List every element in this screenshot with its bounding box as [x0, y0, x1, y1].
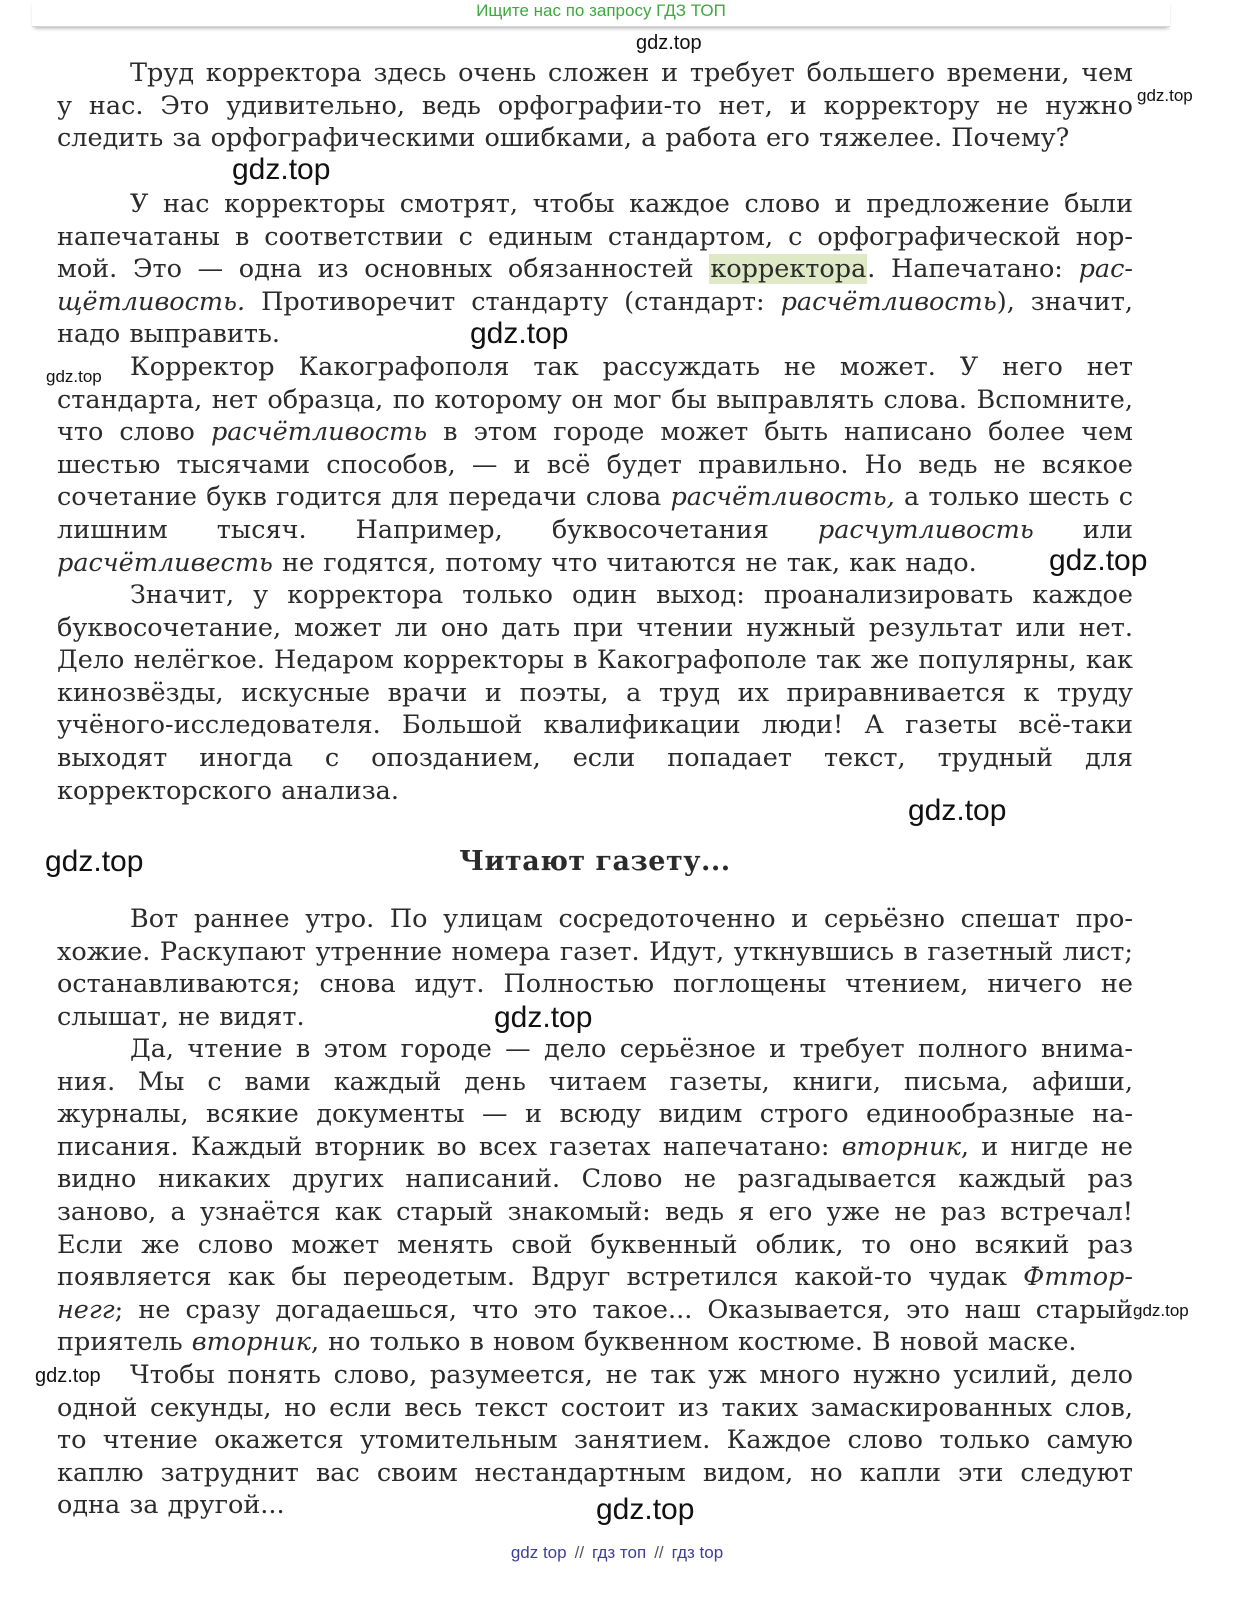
watermark: gdz.top [636, 32, 702, 54]
paragraph-text: Значит, у корректора только один выход: проанализировать каждое буквосочетание, может ли оно дать при чтении нужный результат или нет. Дело нелёгкое. Недаром корректоры в Какографополе так же популярны, как кинозвёзды, искусные врачи и поэты, а труд их приравнивается к труду учёного-исследователя. Большой квалификации люди! А газеты всё-таки выходят иногда с опозданием, если попадает текст, трудный для корректорского анализа. [57, 580, 1133, 806]
italic-word: вторник [841, 1131, 961, 1162]
footer-link-gdz-top-mixed[interactable]: гдз top [671, 1543, 724, 1562]
footer-separator: // [574, 1543, 585, 1562]
paragraph-1 [57, 57, 1133, 155]
watermark: gdz.top [232, 153, 331, 186]
paragraph-text: , и нигде не видно никаких других написаний. Слово не разгадывается каждый раз заново, а узнаётся как старый знакомый: ведь я его уже не раз встречал! Если же слово может менять свой буквенный облик, то оно всякий раз появляется как бы переодетым. Вдруг встретился какой-то чудак [57, 1131, 1133, 1293]
paragraph-text: Корректор Какографополя так рассуждать не может. У него нет стандарта, нет образца, по которому он мог бы выправлять слова. Вспомните, что слово [57, 352, 1133, 448]
paragraph-4 [57, 579, 1133, 807]
highlighted-word: корректора [710, 254, 867, 285]
paragraph-text: У нас корректоры смотрят, чтобы каждое слово и предложение были напечатаны в соответствии с единым стандартом, с орфографической нормой. Это — одна из основных обязанностей [57, 189, 1133, 285]
paragraph-text: Вот раннее утро. По улицам сосредоточенно и серьёзно спешат прохожие. Раскупают утренние номера газет. Идут, уткнувшись в газетный лист; останавливаются; снова идут. Полностью поглощены чтением, ничего не слышат, не видят. [57, 904, 1133, 1032]
paragraph-text: Противоречит стандарту (стандарт: [245, 286, 781, 317]
paragraph-text: . Напечатано: [867, 254, 1079, 285]
italic-word: расчётливесть [57, 547, 273, 578]
italic-word: Фтторнегг [57, 1262, 1133, 1325]
paragraph-text: или [1033, 514, 1133, 545]
banner-text: Ищите нас по запросу ГДЗ ТОП [476, 1, 726, 20]
paragraph-text: Труд корректора здесь очень сложен и требует большего времени, чем у нас. Это удивительно, ведь орфографии-то нет, и корректору не нужно следить за орфографическими ошибками, а работа его тяжелее. Почему? [57, 58, 1133, 154]
paragraph-7 [57, 1359, 1133, 1522]
italic-word: расчутливость [817, 514, 1034, 545]
paragraph-5 [57, 903, 1133, 1033]
paragraph-text: а только шесть с лишним тысяч. Например, буквосочетания [57, 482, 1133, 545]
paragraph-text: , но только в новом буквенном костюме. В новой маске. [310, 1327, 1077, 1358]
section-heading: Читают газету... [459, 846, 731, 877]
footer-link-gdz-top-ru[interactable]: гдз топ [592, 1543, 647, 1562]
watermark: gdz.top [596, 1493, 695, 1526]
italic-word: расщётливость. [57, 254, 1133, 317]
paragraph-text: ; не сразу догадаешься, что это такое... Оказывается, это наш старый приятель [57, 1294, 1133, 1358]
footer-links [0, 1539, 1234, 1567]
watermark: gdz.top [1049, 544, 1148, 577]
paragraph-text: в этом городе может быть написано более чем шестью тысячами способов, — и всё будет правильно. Но ведь не всякое сочетание букв годится для передачи слова [57, 417, 1133, 513]
italic-word: расчётливость [780, 286, 997, 317]
watermark: gdz.top [1133, 1301, 1189, 1320]
italic-word: расчётливость, [670, 482, 895, 513]
italic-word: вторник [191, 1327, 311, 1358]
watermark: gdz.top [908, 794, 1007, 827]
watermark: gdz.top [470, 317, 569, 350]
footer-link-gdz-top[interactable]: gdz top [510, 1543, 567, 1562]
watermark: gdz.top [1137, 86, 1193, 105]
watermark: gdz.top [45, 845, 144, 878]
italic-word: расчётливость [210, 417, 428, 448]
top-banner[interactable] [32, 0, 1170, 27]
paragraph-text: Да, чтение в этом городе — дело серьёзное и требует полного внимания. Мы с вами каждый день читаем газеты, книги, письма, афиши, журналы, всякие документы — и всюду видим строго единообразные написания. Каждый вторник во всех газетах напечатано: [57, 1034, 1133, 1162]
paragraph-text: ), значит, надо выправить. [57, 286, 1133, 350]
paragraph-3 [57, 351, 1133, 579]
paragraph-2 [57, 188, 1133, 351]
watermark: gdz.top [46, 367, 102, 386]
paragraph-6 [57, 1033, 1133, 1359]
paragraph-text: Чтобы понять слово, разумеется, не так уж много нужно усилий, дело одной секунды, но если весь текст состоит из таких замаскированных слов, то чтение окажется утомительным занятием. Каждое слово только самую каплю затруднит вас своим нестандартным видом, но капли эти следуют одна за другой... [57, 1360, 1133, 1521]
footer-separator: // [654, 1543, 664, 1562]
watermark: gdz.top [35, 1365, 101, 1387]
watermark: gdz.top [494, 1001, 593, 1034]
paragraph-text: не годятся, потому что читаются не так, как надо. [272, 547, 977, 578]
